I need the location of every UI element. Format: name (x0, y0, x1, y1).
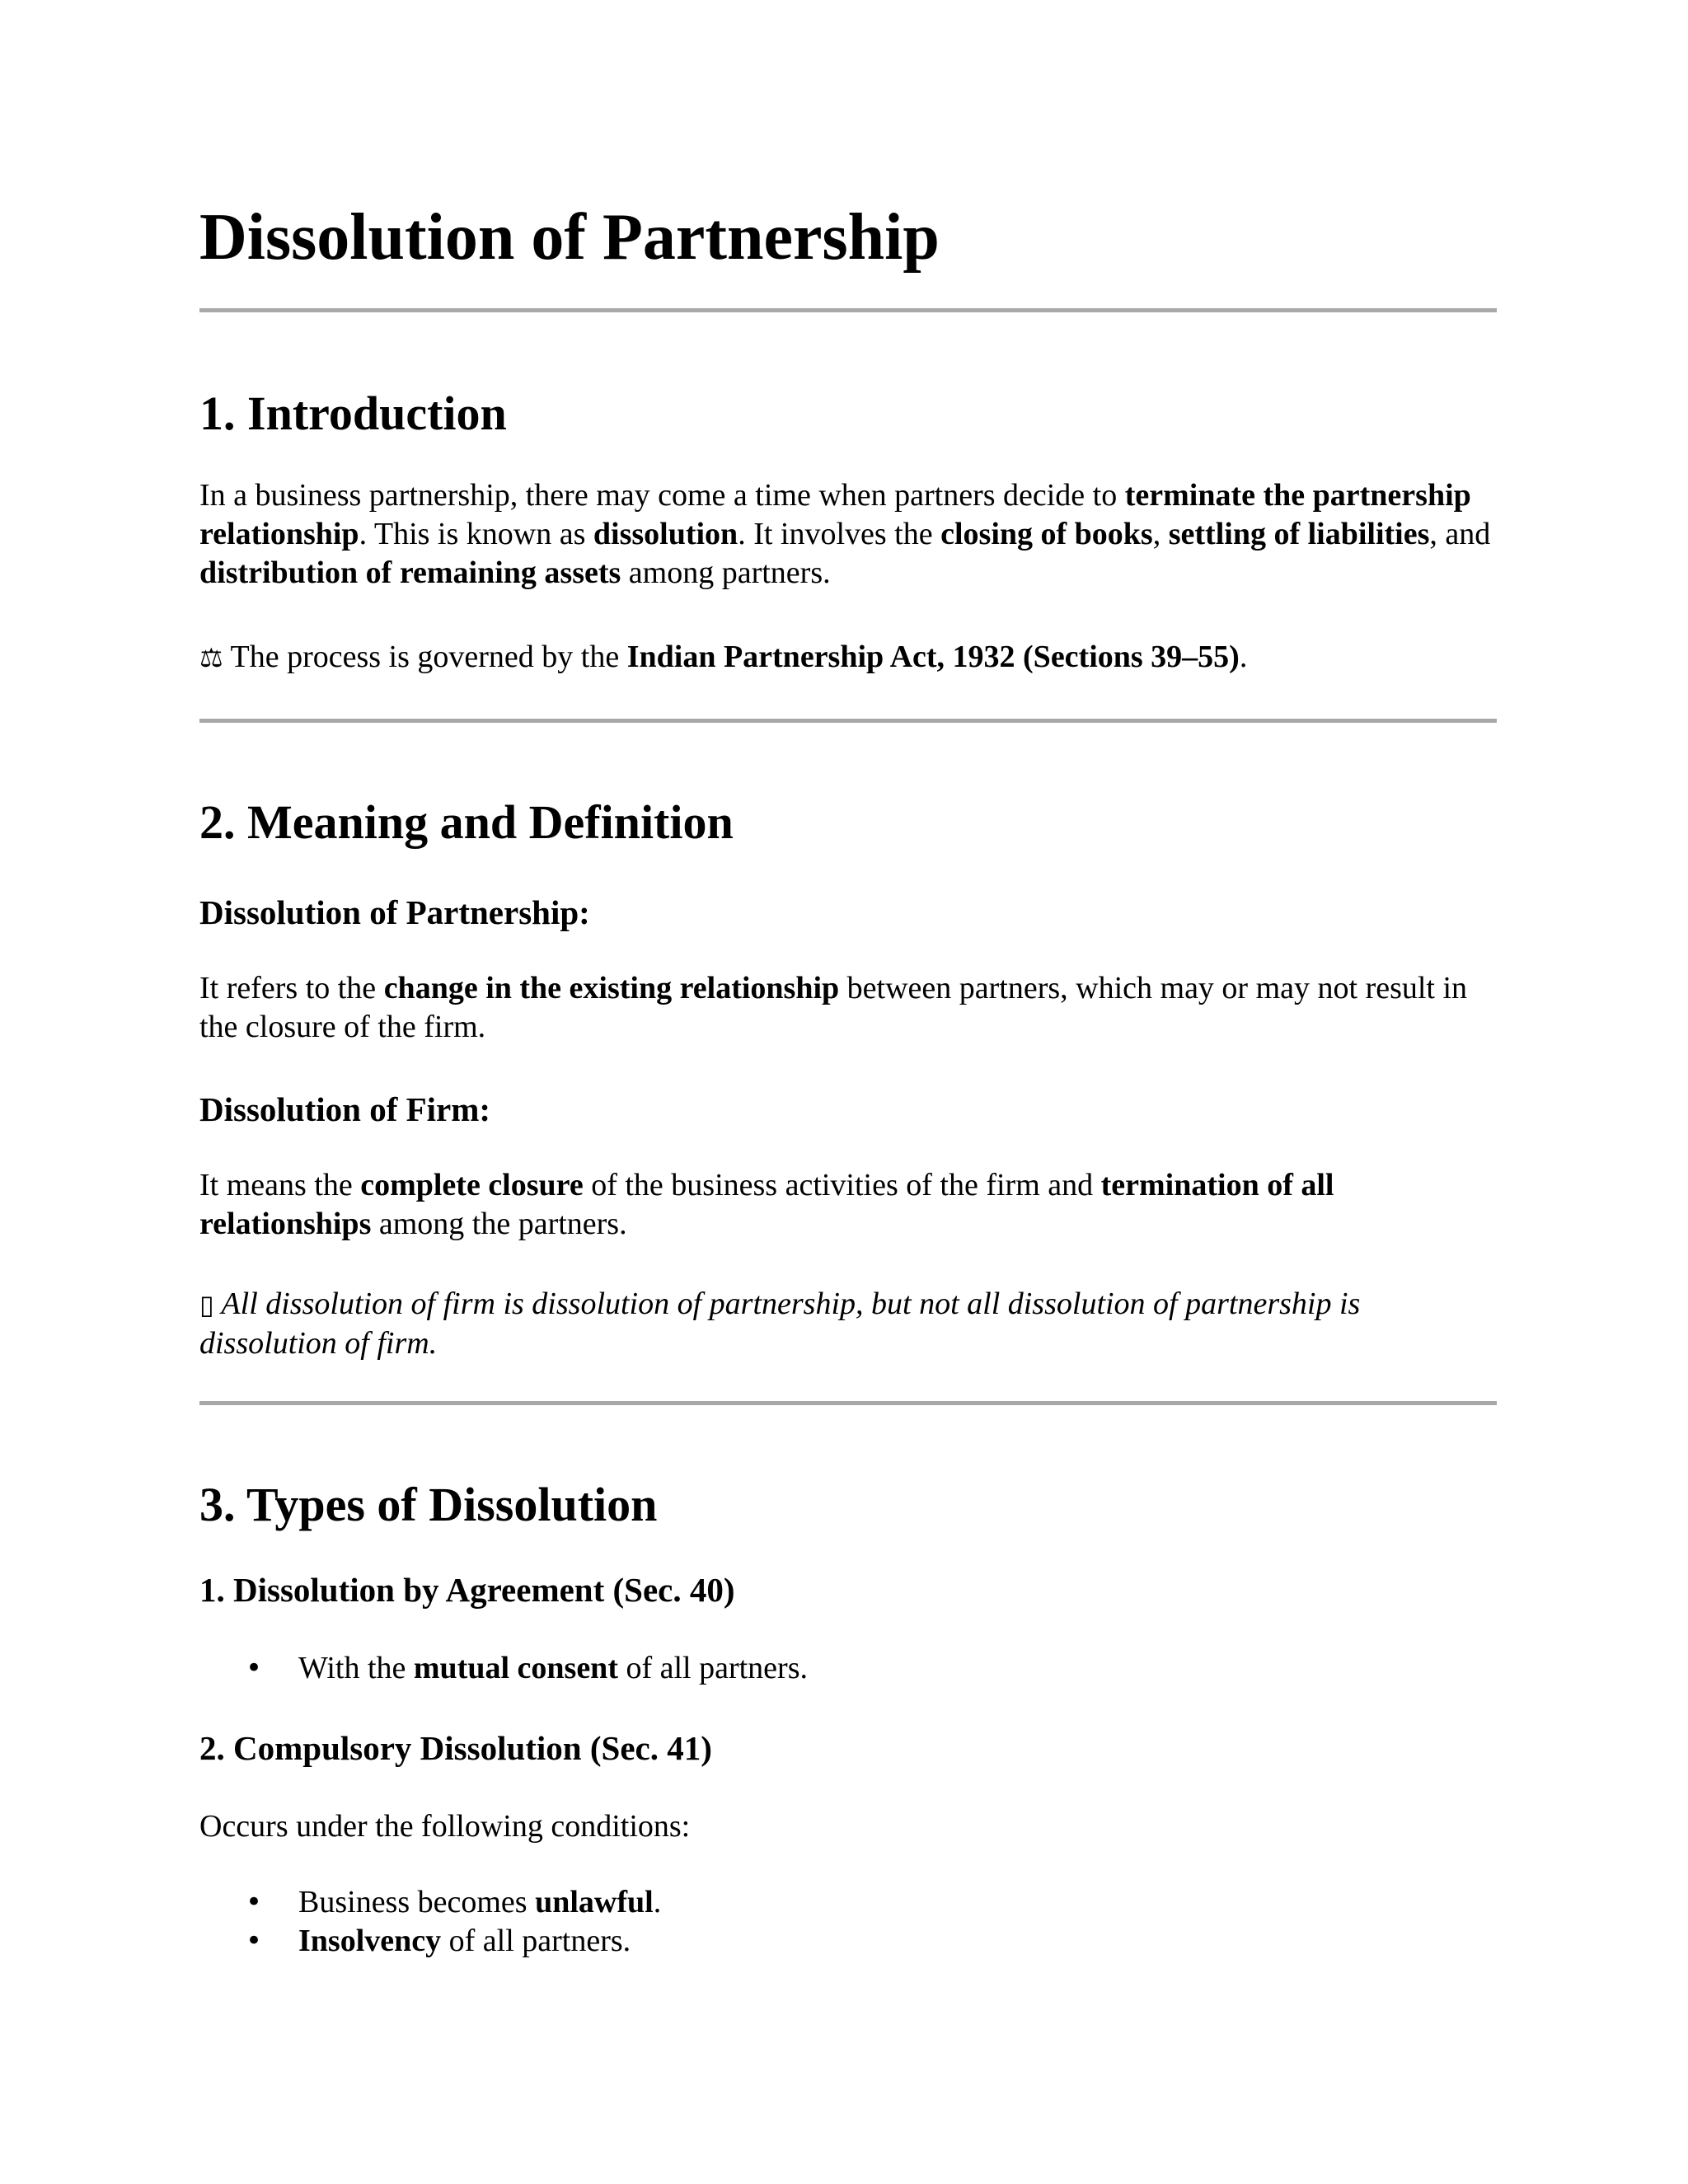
text-run: The process is governed by the (223, 640, 627, 674)
bullet-icon: • (246, 1886, 263, 1919)
bold-run: terminate the partnership relationship (199, 478, 1471, 551)
bullet-icon: • (246, 1924, 263, 1957)
bold-run: dissolution (593, 517, 738, 551)
scales-icon: ⚖ (199, 642, 223, 673)
compulsory-intro: Occurs under the following conditions: (199, 1809, 691, 1844)
partnership-definition (199, 969, 1497, 1047)
firm-definition (199, 1166, 1497, 1244)
text-run: . (1239, 640, 1248, 674)
divider (199, 719, 1497, 723)
text-run: . This is known as (359, 517, 593, 551)
subheading-compulsory-dissolution: 2. Compulsory Dissolution (Sec. 41) (199, 1729, 712, 1767)
subheading-dissolution-of-partnership: Dissolution of Partnership: (199, 893, 590, 931)
section-heading-types: 3. Types of Dissolution (199, 1478, 658, 1531)
subheading-dissolution-by-agreement: 1. Dissolution by Agreement (Sec. 40) (199, 1571, 735, 1609)
text-run: of all partners. (441, 1924, 631, 1958)
act-note (199, 638, 1497, 677)
subheading-dissolution-of-firm: Dissolution of Firm: (199, 1090, 491, 1128)
bold-run: Insolvency (298, 1924, 442, 1958)
text-run: among partners. (621, 555, 831, 590)
text-run: between partners, which may or may not result in the closure of the firm. (199, 971, 1468, 1044)
section-heading-introduction: 1. Introduction (199, 387, 507, 440)
text-run: , and (1429, 517, 1491, 551)
bullet-icon: • (246, 1652, 263, 1685)
placeholder-box-icon: ▯ (199, 1289, 214, 1320)
bold-run: distribution of remaining assets (199, 555, 621, 590)
introduction-paragraph (199, 476, 1497, 593)
text-run: Business becomes (298, 1885, 536, 1919)
divider (199, 1401, 1497, 1405)
text-run: It means the (199, 1168, 361, 1202)
text-run: , (1152, 517, 1169, 551)
text-run: . (653, 1885, 662, 1919)
text-run: . It involves the (738, 517, 941, 551)
list-item (199, 1922, 661, 1961)
bold-run: complete closure (360, 1168, 584, 1202)
text-run: among the partners. (371, 1207, 627, 1241)
bold-run: Indian Partnership Act, 1932 (Sections 39–55) (626, 640, 1240, 674)
list-item (199, 1649, 808, 1688)
agreement-bullet-list (199, 1649, 808, 1688)
text-run: With the (298, 1651, 414, 1685)
text-run: It refers to the (199, 971, 384, 1005)
bold-run: settling of liabilities (1168, 517, 1430, 551)
bold-run: closing of books (940, 517, 1153, 551)
text-run: All dissolution of firm is dissolution of partnership, but not all dissolution of partnership is dissolution of firm. (199, 1286, 1361, 1361)
bold-run: change in the existing relationship (383, 971, 840, 1005)
text-run: of all partners. (617, 1651, 808, 1685)
document-title: Dissolution of Partnership (199, 201, 940, 274)
compulsory-bullet-list (199, 1883, 661, 1961)
divider (199, 308, 1497, 312)
list-item (199, 1883, 661, 1922)
text-run: In a business partnership, there may come a time when partners decide to (199, 478, 1125, 513)
bold-run: unlawful (535, 1885, 654, 1919)
text-run: of the business activities of the firm and (583, 1168, 1101, 1202)
bold-run: termination of all relationships (199, 1168, 1334, 1241)
distinction-note (199, 1285, 1497, 1363)
bold-run: mutual consent (413, 1651, 618, 1685)
section-heading-meaning: 2. Meaning and Definition (199, 795, 734, 849)
